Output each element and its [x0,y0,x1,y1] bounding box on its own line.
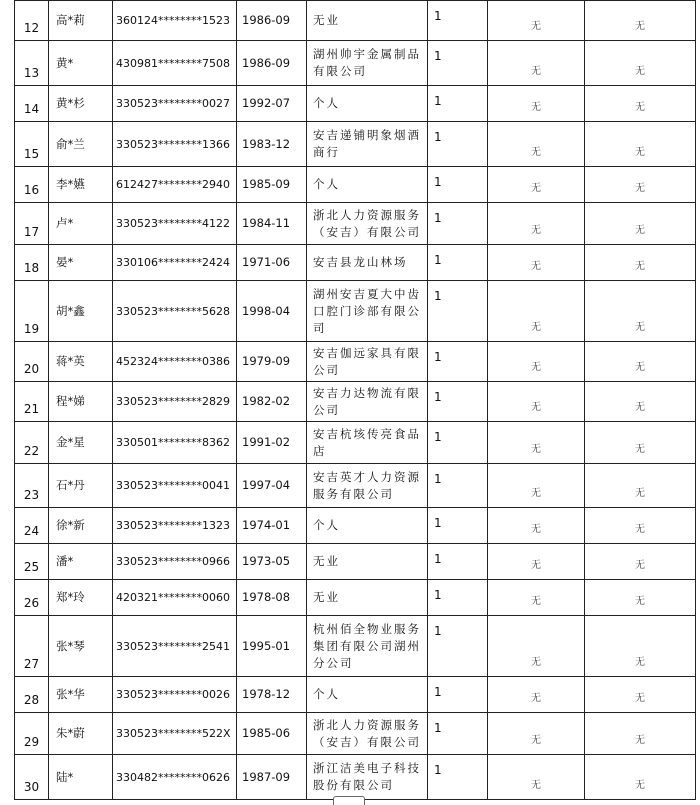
employer: 湖州安吉夏大中齿口腔门诊部有限公司 [307,281,428,342]
id-number: 330482********0626 [113,755,237,800]
birth-date: 1979-09 [237,342,307,382]
person-name: 黄*杉 [49,86,113,122]
record-table [14,0,696,800]
table-row [15,544,696,580]
person-name: 潘* [49,544,113,580]
count: 1 [428,616,488,677]
employer: 安吉伽远家具有限公司 [307,342,428,382]
row-number: 28 [15,677,49,713]
id-number: 330523********5628 [113,281,237,342]
employer: 浙江洁美电子科技股份有限公司 [307,755,428,800]
row-number: 25 [15,544,49,580]
row-number: 22 [15,422,49,464]
birth-date: 1983-12 [237,122,307,167]
none-mark-b: 无 [585,245,696,281]
birth-date: 1982-02 [237,382,307,422]
row-number: 24 [15,508,49,544]
row-number: 21 [15,382,49,422]
birth-date: 1991-02 [237,422,307,464]
id-number: 330523********1366 [113,122,237,167]
person-name: 石*丹 [49,464,113,508]
person-name: 张*华 [49,677,113,713]
table-row [15,755,696,800]
count: 1 [428,86,488,122]
birth-date: 1978-12 [237,677,307,713]
person-name: 程*娣 [49,382,113,422]
none-mark-a: 无 [488,167,585,203]
person-name: 郑*玲 [49,580,113,616]
table-row [15,86,696,122]
count: 1 [428,1,488,41]
count: 1 [428,281,488,342]
count: 1 [428,245,488,281]
employer: 安吉杭垓传亮食品店 [307,422,428,464]
row-number: 20 [15,342,49,382]
none-mark-b: 无 [585,203,696,245]
id-number: 430981********7508 [113,41,237,86]
table-row [15,382,696,422]
none-mark-b: 无 [585,755,696,800]
none-mark-a: 无 [488,713,585,755]
none-mark-a: 无 [488,616,585,677]
none-mark-a: 无 [488,342,585,382]
count: 1 [428,544,488,580]
employer: 浙北人力资源服务（安吉）有限公司 [307,713,428,755]
count: 1 [428,382,488,422]
employer: 安吉力达物流有限公司 [307,382,428,422]
id-number: 612427********2940 [113,167,237,203]
birth-date: 1995-01 [237,616,307,677]
table-row [15,616,696,677]
row-number: 27 [15,616,49,677]
table-body [15,1,696,800]
employer: 湖州帅宇金属制品有限公司 [307,41,428,86]
count: 1 [428,580,488,616]
birth-date: 1985-06 [237,713,307,755]
employer: 无业 [307,1,428,41]
none-mark-b: 无 [585,167,696,203]
table-row [15,41,696,86]
none-mark-b: 无 [585,508,696,544]
birth-date: 1978-08 [237,580,307,616]
id-number: 330523********4122 [113,203,237,245]
birth-date: 1984-11 [237,203,307,245]
none-mark-a: 无 [488,86,585,122]
id-number: 330523********0966 [113,544,237,580]
person-name: 胡*鑫 [49,281,113,342]
birth-date: 1974-01 [237,508,307,544]
none-mark-a: 无 [488,464,585,508]
id-number: 330523********2829 [113,382,237,422]
row-number: 23 [15,464,49,508]
count: 1 [428,167,488,203]
employer: 个人 [307,508,428,544]
row-number: 12 [15,1,49,41]
id-number: 330106********2424 [113,245,237,281]
none-mark-a: 无 [488,245,585,281]
none-mark-b: 无 [585,86,696,122]
none-mark-b: 无 [585,713,696,755]
count: 1 [428,342,488,382]
table-row [15,508,696,544]
table-row [15,677,696,713]
birth-date: 1987-09 [237,755,307,800]
count: 1 [428,422,488,464]
none-mark-a: 无 [488,580,585,616]
count: 1 [428,508,488,544]
person-name: 陆* [49,755,113,800]
none-mark-b: 无 [585,281,696,342]
none-mark-b: 无 [585,41,696,86]
count: 1 [428,755,488,800]
table-row [15,422,696,464]
birth-date: 1997-04 [237,464,307,508]
birth-date: 1998-04 [237,281,307,342]
none-mark-b: 无 [585,1,696,41]
person-name: 朱*蔚 [49,713,113,755]
birth-date: 1973-05 [237,544,307,580]
id-number: 330523********1323 [113,508,237,544]
person-name: 俞*兰 [49,122,113,167]
none-mark-a: 无 [488,677,585,713]
none-mark-b: 无 [585,677,696,713]
employer: 安吉递铺明象烟酒商行 [307,122,428,167]
id-number: 330523********0027 [113,86,237,122]
table-row [15,1,696,41]
none-mark-a: 无 [488,422,585,464]
person-name: 晏* [49,245,113,281]
employer: 安吉英才人力资源服务有限公司 [307,464,428,508]
none-mark-a: 无 [488,382,585,422]
table-row [15,464,696,508]
id-number: 420321********0060 [113,580,237,616]
none-mark-a: 无 [488,1,585,41]
table-row [15,122,696,167]
none-mark-b: 无 [585,580,696,616]
person-name: 卢* [49,203,113,245]
count: 1 [428,677,488,713]
none-mark-a: 无 [488,544,585,580]
birth-date: 1986-09 [237,41,307,86]
birth-date: 1971-06 [237,245,307,281]
employer: 个人 [307,86,428,122]
id-number: 360124********1523 [113,1,237,41]
employer: 安吉县龙山林场 [307,245,428,281]
count: 1 [428,464,488,508]
birth-date: 1985-09 [237,167,307,203]
row-number: 19 [15,281,49,342]
employer: 个人 [307,167,428,203]
birth-date: 1992-07 [237,86,307,122]
table-row [15,342,696,382]
id-number: 330523********2541 [113,616,237,677]
employer: 无业 [307,580,428,616]
none-mark-a: 无 [488,122,585,167]
person-name: 徐*新 [49,508,113,544]
none-mark-b: 无 [585,382,696,422]
none-mark-a: 无 [488,281,585,342]
table-row [15,245,696,281]
row-number: 26 [15,580,49,616]
employer: 无业 [307,544,428,580]
birth-date: 1986-09 [237,1,307,41]
row-number: 17 [15,203,49,245]
id-number: 330501********8362 [113,422,237,464]
row-number: 29 [15,713,49,755]
none-mark-a: 无 [488,508,585,544]
id-number: 330523********0026 [113,677,237,713]
employer: 浙北人力资源服务（安吉）有限公司 [307,203,428,245]
none-mark-b: 无 [585,422,696,464]
count: 1 [428,203,488,245]
count: 1 [428,713,488,755]
count: 1 [428,41,488,86]
person-name: 金*星 [49,422,113,464]
none-mark-b: 无 [585,464,696,508]
table-row [15,580,696,616]
table-row [15,167,696,203]
id-number: 330523********0041 [113,464,237,508]
row-number: 16 [15,167,49,203]
row-number: 18 [15,245,49,281]
person-name: 高*莉 [49,1,113,41]
employer: 杭州佰全物业服务集团有限公司湖州分公司 [307,616,428,677]
id-number: 452324********0386 [113,342,237,382]
row-number: 13 [15,41,49,86]
count: 1 [428,122,488,167]
table-row [15,203,696,245]
none-mark-a: 无 [488,755,585,800]
person-name: 蒋*英 [49,342,113,382]
table-row [15,281,696,342]
person-name: 黄* [49,41,113,86]
row-number: 15 [15,122,49,167]
row-number: 14 [15,86,49,122]
none-mark-b: 无 [585,342,696,382]
person-name: 李*嬿 [49,167,113,203]
person-name: 张*琴 [49,616,113,677]
table-row [15,713,696,755]
employer: 个人 [307,677,428,713]
none-mark-b: 无 [585,616,696,677]
none-mark-a: 无 [488,203,585,245]
row-number: 30 [15,755,49,800]
none-mark-a: 无 [488,41,585,86]
none-mark-b: 无 [585,122,696,167]
none-mark-b: 无 [585,544,696,580]
id-number: 330523********522X [113,713,237,755]
